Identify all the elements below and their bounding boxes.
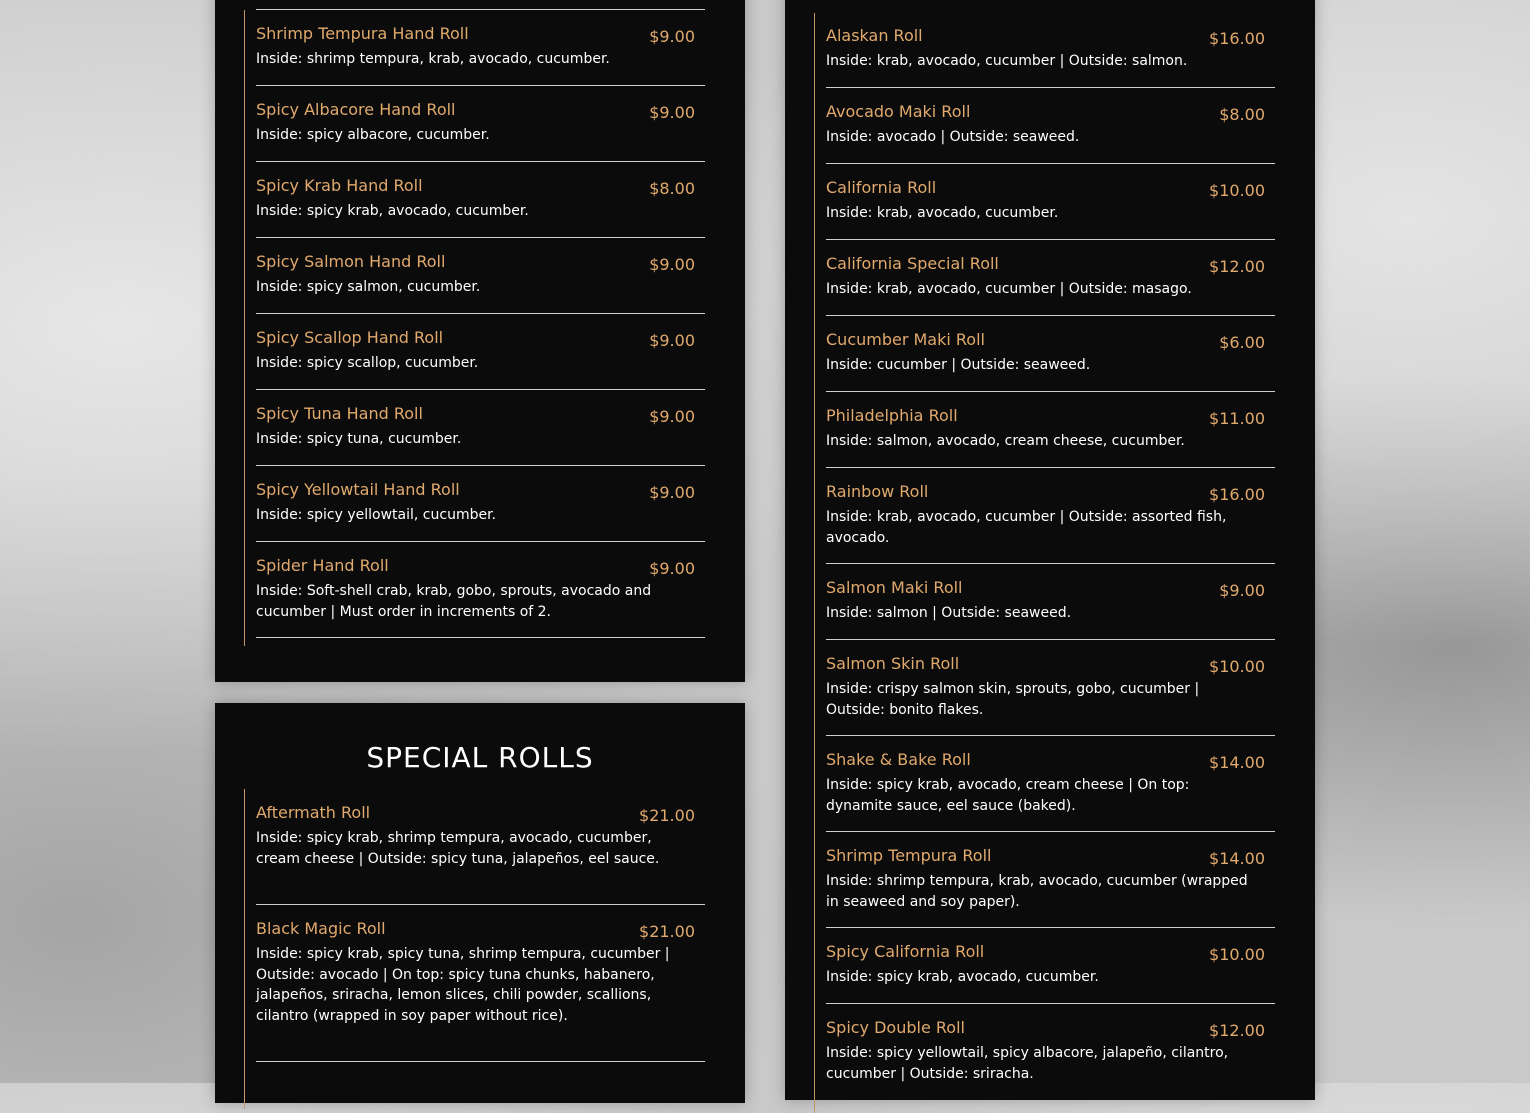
menu-item-description: Inside: spicy salmon, cucumber. [256, 279, 481, 295]
menu-item-description: Inside: spicy krab, avocado, cucumber. [256, 203, 529, 219]
menu-item-description: Inside: krab, avocado, cucumber | Outside: salmon. [826, 53, 1188, 69]
menu-item-name: California Special Roll [826, 254, 999, 273]
menu-item-name: Salmon Skin Roll [826, 654, 960, 673]
menu-item-description: Inside: shrimp tempura, krab, avocado, cucumber (wrapped in seaweed and soy paper). [826, 873, 1248, 910]
menu-item [256, 314, 705, 390]
menu-item-description: Inside: cucumber | Outside: seaweed. [826, 357, 1091, 373]
menu-item [826, 392, 1275, 468]
menu-item-price: $9.00 [649, 27, 695, 46]
menu-item-price: $9.00 [1219, 581, 1265, 600]
menu-item-name: California Roll [826, 178, 937, 197]
menu-item-name: Philadelphia Roll [826, 406, 958, 425]
menu-item [826, 240, 1275, 316]
menu-item-price: $10.00 [1209, 945, 1265, 964]
special-rolls-panel [215, 703, 745, 1103]
menu-item-description: Inside: spicy tuna, cucumber. [256, 431, 462, 447]
menu-item [256, 542, 705, 638]
menu-item-description: Inside: avocado | Outside: seaweed. [826, 129, 1080, 145]
menu-item-price: $11.00 [1209, 409, 1265, 428]
menu-item [826, 468, 1275, 564]
menu-item [826, 316, 1275, 392]
menu-item-description: Inside: shrimp tempura, krab, avocado, cucumber. [256, 51, 610, 67]
menu-item [256, 10, 705, 86]
menu-item-description: Inside: spicy krab, avocado, cream cheese | On top: dynamite sauce, eel sauce (baked). [826, 777, 1190, 814]
menu-item-price: $12.00 [1209, 1021, 1265, 1040]
menu-item-price: $14.00 [1209, 753, 1265, 772]
menu-item-name: Spicy Double Roll [826, 1018, 965, 1037]
menu-item-description: Inside: spicy krab, shrimp tempura, avocado, cucumber, cream cheese | Outside: spicy tuna, jalapeños, eel sauce. [256, 830, 660, 867]
menu-item-price: $21.00 [639, 922, 695, 941]
menu-item-name: Spicy Tuna Hand Roll [256, 404, 423, 423]
menu-item-name: Rainbow Roll [826, 482, 929, 501]
menu-item-price: $8.00 [649, 179, 695, 198]
menu-item-price: $9.00 [649, 103, 695, 122]
menu-item [826, 1004, 1275, 1100]
menu-item-description: Inside: salmon | Outside: seaweed. [826, 605, 1072, 621]
menu-item-name: Spicy Yellowtail Hand Roll [256, 480, 460, 499]
menu-item-description: Inside: krab, avocado, cucumber | Outside: masago. [826, 281, 1192, 297]
menu-item-description: Inside: spicy albacore, cucumber. [256, 127, 490, 143]
menu-item-price: $16.00 [1209, 29, 1265, 48]
menu-item-price: $14.00 [1209, 849, 1265, 868]
menu-item-description: Inside: spicy yellowtail, spicy albacore, jalapeño, cilantro, cucumber | Outside: sriracha. [826, 1045, 1229, 1082]
menu-item-name: Spider Hand Roll [256, 556, 389, 575]
special-rolls-list [256, 798, 705, 1062]
menu-item-name: Spicy Krab Hand Roll [256, 176, 423, 195]
menu-item [256, 238, 705, 314]
menu-item-name: Avocado Maki Roll [826, 102, 971, 121]
menu-item-price: $9.00 [649, 559, 695, 578]
hand-rolls-list [256, 9, 705, 638]
menu-item-name: Alaskan Roll [826, 26, 923, 45]
panel-accent-line [244, 10, 245, 646]
menu-item [256, 905, 705, 1062]
panel-accent-line [244, 789, 245, 1109]
section-title: SPECIAL ROLLS [366, 741, 594, 774]
menu-item-price: $9.00 [649, 407, 695, 426]
menu-item-price: $10.00 [1209, 181, 1265, 200]
menu-item-description: Inside: spicy scallop, cucumber. [256, 355, 479, 371]
menu-item-description: Inside: crispy salmon skin, sprouts, gobo, cucumber | Outside: bonito flakes. [826, 681, 1200, 718]
menu-item-price: $9.00 [649, 255, 695, 274]
menu-item [826, 928, 1275, 1004]
menu-item-price: $12.00 [1209, 257, 1265, 276]
hand-rolls-panel [215, 0, 745, 682]
menu-item [256, 798, 705, 905]
menu-item-name: Cucumber Maki Roll [826, 330, 985, 349]
menu-item-price: $9.00 [649, 483, 695, 502]
menu-item-price: $8.00 [1219, 105, 1265, 124]
menu-item-description: Inside: krab, avocado, cucumber. [826, 205, 1059, 221]
menu-item [256, 466, 705, 542]
menu-item-description: Inside: spicy krab, avocado, cucumber. [826, 969, 1099, 985]
menu-item-name: Shrimp Tempura Hand Roll [256, 24, 469, 43]
menu-item-name: Spicy Albacore Hand Roll [256, 100, 456, 119]
menu-item-name: Shrimp Tempura Roll [826, 846, 992, 865]
menu-item [826, 564, 1275, 640]
menu-item [826, 164, 1275, 240]
menu-item-name: Black Magic Roll [256, 919, 386, 938]
menu-item-description: Inside: salmon, avocado, cream cheese, cucumber. [826, 433, 1185, 449]
menu-item-price: $16.00 [1209, 485, 1265, 504]
menu-item-description: Inside: spicy yellowtail, cucumber. [256, 507, 496, 523]
menu-item-name: Salmon Maki Roll [826, 578, 963, 597]
menu-item [826, 12, 1275, 88]
menu-item-price: $21.00 [639, 806, 695, 825]
menu-item-description: Inside: Soft-shell crab, krab, gobo, sprouts, avocado and cucumber | Must order in increments of 2. [256, 583, 652, 620]
menu-item-price: $6.00 [1219, 333, 1265, 352]
menu-item [826, 832, 1275, 928]
menu-item-description: Inside: spicy krab, spicy tuna, shrimp tempura, cucumber | Outside: avocado | On top: spicy tuna chunks, habanero, jalapeños, sriracha, lemon slices, chili powder, scallions, cilantro (wrapped in soy paper without rice). [256, 946, 670, 1024]
menu-item [826, 640, 1275, 736]
menu-item-name: Spicy Scallop Hand Roll [256, 328, 444, 347]
menu-item-description: Inside: krab, avocado, cucumber | Outside: assorted fish, avocado. [826, 509, 1227, 546]
menu-item [826, 736, 1275, 832]
menu-item [256, 390, 705, 466]
menu-item [256, 162, 705, 238]
menu-item [826, 88, 1275, 164]
menu-item-name: Spicy California Roll [826, 942, 985, 961]
panel-accent-line [814, 13, 815, 1113]
rolls-panel [785, 0, 1315, 1100]
menu-item-name: Aftermath Roll [256, 803, 371, 822]
menu-item-price: $10.00 [1209, 657, 1265, 676]
menu-item-name: Shake & Bake Roll [826, 750, 971, 769]
menu-item [256, 86, 705, 162]
menu-item-name: Spicy Salmon Hand Roll [256, 252, 446, 271]
menu-item-price: $9.00 [649, 331, 695, 350]
rolls-list [826, 12, 1275, 1100]
